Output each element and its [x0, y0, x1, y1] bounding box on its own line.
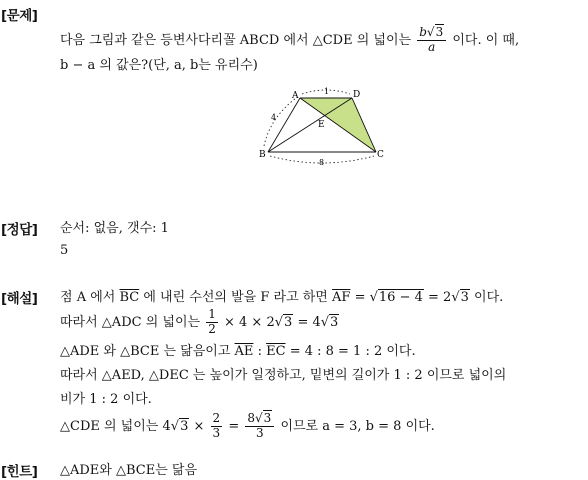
length-bottom: 8 — [319, 158, 325, 166]
hint-text: △ADE와 △BCE는 닮음 — [60, 463, 198, 478]
dim-arc-left — [264, 98, 296, 146]
segment-ae: $\overline{AE}$ — [234, 344, 254, 359]
point-label-c: C — [377, 150, 384, 160]
problem-text-a: 다음 그림과 같은 등변사다리꼴 ABCD 에서 △CDE 의 넓이는 — [60, 32, 412, 48]
length-top: 1 — [324, 87, 330, 96]
hint-label: [힌트] — [1, 464, 38, 480]
point-label-d: D — [353, 90, 361, 100]
problem-label: [문제] — [1, 8, 38, 24]
problem-line-2: b − a 의 값은?(단, a, b는 유리수) — [60, 58, 258, 73]
answer-line-2: 5 — [60, 243, 69, 258]
solution-label: [해설] — [1, 291, 38, 307]
solution-line-2: 따라서 △ADC 의 넓이는 $\frac{1}{2}$ × 4 × 2√3 = 4√3 — [60, 307, 339, 336]
solution-line-6: △CDE 의 넓이는 4√3 × $\frac{2}{3}$ = $\frac{8√3}{3}$ 이므로 a = 3, b = 8 이다. — [60, 411, 435, 440]
answer-line-1: 순서: 없음, 갯수: 1 — [60, 221, 169, 236]
frac-den: a — [428, 39, 436, 54]
problem-text-b: 이다. 이 때, — [452, 32, 520, 48]
segment-af: $\overline{AF}$ — [332, 290, 351, 305]
segment-ec: $\overline{EC}$ — [266, 344, 286, 359]
solution-line-4: 따라서 △AED, △DEC 는 높이가 일정하고, 밑변의 길이가 1 : 2 이므로 넓이의 — [60, 368, 507, 383]
problem-line-1 — [60, 26, 519, 55]
point-label-b: B — [259, 150, 266, 160]
problem-fraction: $\frac{b√3}{a}$ — [417, 26, 446, 55]
frac-num-b: b — [419, 25, 427, 39]
solution-line-5: 비가 1 : 2 이다. — [60, 392, 152, 407]
trapezoid-figure — [256, 86, 386, 166]
solution-line-1: 점 A 에서 $\overline{BC}$ 에 내린 수선의 발을 F 라고 하면 $\overline{AF} = √16 - 4 = 2√3$ 이다. — [60, 290, 504, 305]
side-ab — [268, 98, 300, 152]
point-label-e: E — [318, 120, 325, 130]
solution-line-3: △ADE 와 △BCE 는 닮음이고 $\overline{AE}$ : $\overline{EC} = 4$ : 8 = 1 : 2 이다. — [60, 344, 416, 359]
length-left: 4 — [271, 113, 277, 122]
frac-num-root: 3 — [435, 25, 444, 39]
point-label-a: A — [292, 91, 299, 101]
answer-label: [정답] — [1, 222, 38, 238]
segment-bc: $\overline{BC}$ — [119, 290, 140, 305]
